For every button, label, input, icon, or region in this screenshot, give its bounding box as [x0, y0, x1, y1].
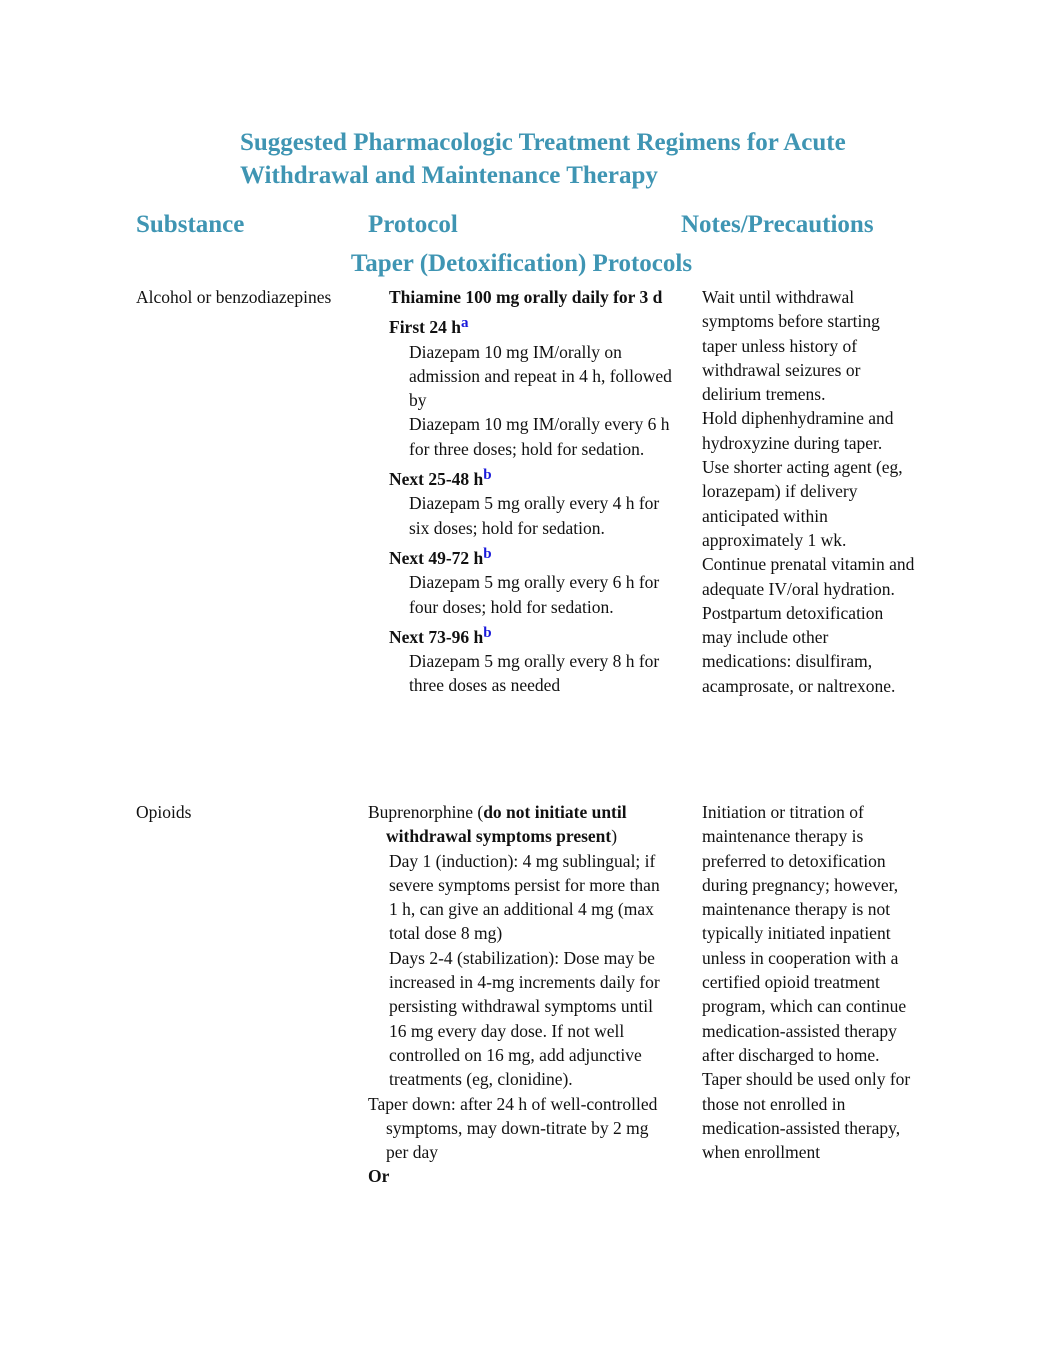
footnote-marker: b [483, 624, 492, 641]
alcohol-substance-cell [136, 285, 376, 309]
phase-heading [389, 625, 674, 649]
phase-heading [389, 467, 674, 491]
substance-label: Alcohol or benzodiazepines [136, 287, 332, 307]
phase-heading [389, 546, 674, 570]
taper-instruction: Taper down: after 24 h of well-controlled symptoms, may down-titrate by 2 mg per day [368, 1093, 658, 1163]
footnote-marker: a [460, 315, 469, 332]
induction-instruction: Day 1 (induction): 4 mg sublingual; if severe symptoms persist for more than 1 h, can give an additional 4 mg (max total dose 8 mg) [389, 850, 660, 944]
stabilization-instruction: Days 2-4 (stabilization): Dose may be increased in 4-mg increments daily for persisting withdrawal symptoms until 16 mg every day dose. If not well controlled on 16 mg, add adjunctive treatments (eg, clonidine). [389, 947, 660, 1090]
drug-name: Buprenorphine ( [368, 802, 484, 822]
footnote-marker: b [483, 467, 492, 484]
note-paragraph: Hold diphenhydramine and hydroxyzine during taper. [702, 408, 894, 453]
drug-close: ) [611, 826, 618, 847]
phase-dose-line: Diazepam 5 mg orally every 6 h for four doses; hold for sedation. [409, 572, 660, 617]
note-paragraph: Taper should be used only for those not enrolled in medication-assisted therapy, when enrollment [702, 1069, 911, 1163]
column-header-protocol: Protocol [368, 211, 458, 238]
phase-dose-line: Diazepam 10 mg IM/orally every 6 h for three doses; hold for sedation. [409, 414, 670, 459]
note-paragraph: Postpartum detoxification may include other medications: disulfiram, acamprosate, or naltrexone. [702, 602, 896, 696]
opioids-notes-cell [702, 800, 917, 1164]
or-label: Or [368, 1166, 390, 1187]
opioids-substance-cell [136, 800, 336, 824]
initiation-warning: do not initiate until withdrawal symptoms present [386, 802, 627, 847]
alcohol-protocol-cell [389, 285, 674, 698]
phase-dose-line: Diazepam 5 mg orally every 4 h for six doses; hold for sedation. [409, 493, 660, 538]
column-header-substance: Substance [136, 211, 245, 238]
thiamine-instruction: Thiamine 100 mg orally daily for 3 d [389, 287, 663, 307]
buprenorphine-heading [368, 800, 668, 849]
opioids-protocol-cell [368, 800, 668, 1189]
note-paragraph: Use shorter acting agent (eg, lorazepam) if delivery anticipated within approximately 1 wk. [702, 457, 903, 550]
footnote-marker: b [483, 545, 492, 562]
note-paragraph: Initiation or titration of maintenance therapy is preferred to detoxification during pregnancy; however, maintenance therapy is not typically initiated inpatient unless in cooperation with a certified opioid treatment program, which can continue medication-assisted therapy after discharged to home. [702, 802, 907, 1065]
phase-label: Next 73-96 h [389, 626, 484, 647]
column-header-notes: Notes/Precautions [681, 211, 874, 238]
substance-label: Opioids [136, 802, 192, 822]
phase-dose-line: Diazepam 10 mg IM/orally on admission and repeat in 4 h, followed by [409, 341, 672, 411]
note-paragraph: Wait until withdrawal symptoms before starting taper unless history of withdrawal seizures or delirium tremens. [702, 287, 880, 405]
document-title: Suggested Pharmacologic Treatment Regimens for Acute Withdrawal and Maintenance Therapy [240, 129, 846, 189]
section-heading: Taper (Detoxification) Protocols [350, 250, 693, 277]
phase-dose-line: Diazepam 5 mg orally every 8 h for three doses as needed [409, 651, 660, 696]
phase-label: Next 49-72 h [389, 547, 484, 568]
note-paragraph: Continue prenatal vitamin and adequate IV/oral hydration. [702, 554, 915, 599]
phase-label: Next 25-48 h [389, 469, 484, 490]
phase-label: First 24 h [389, 317, 461, 338]
alcohol-notes-cell [702, 285, 917, 698]
phase-heading [389, 315, 674, 339]
